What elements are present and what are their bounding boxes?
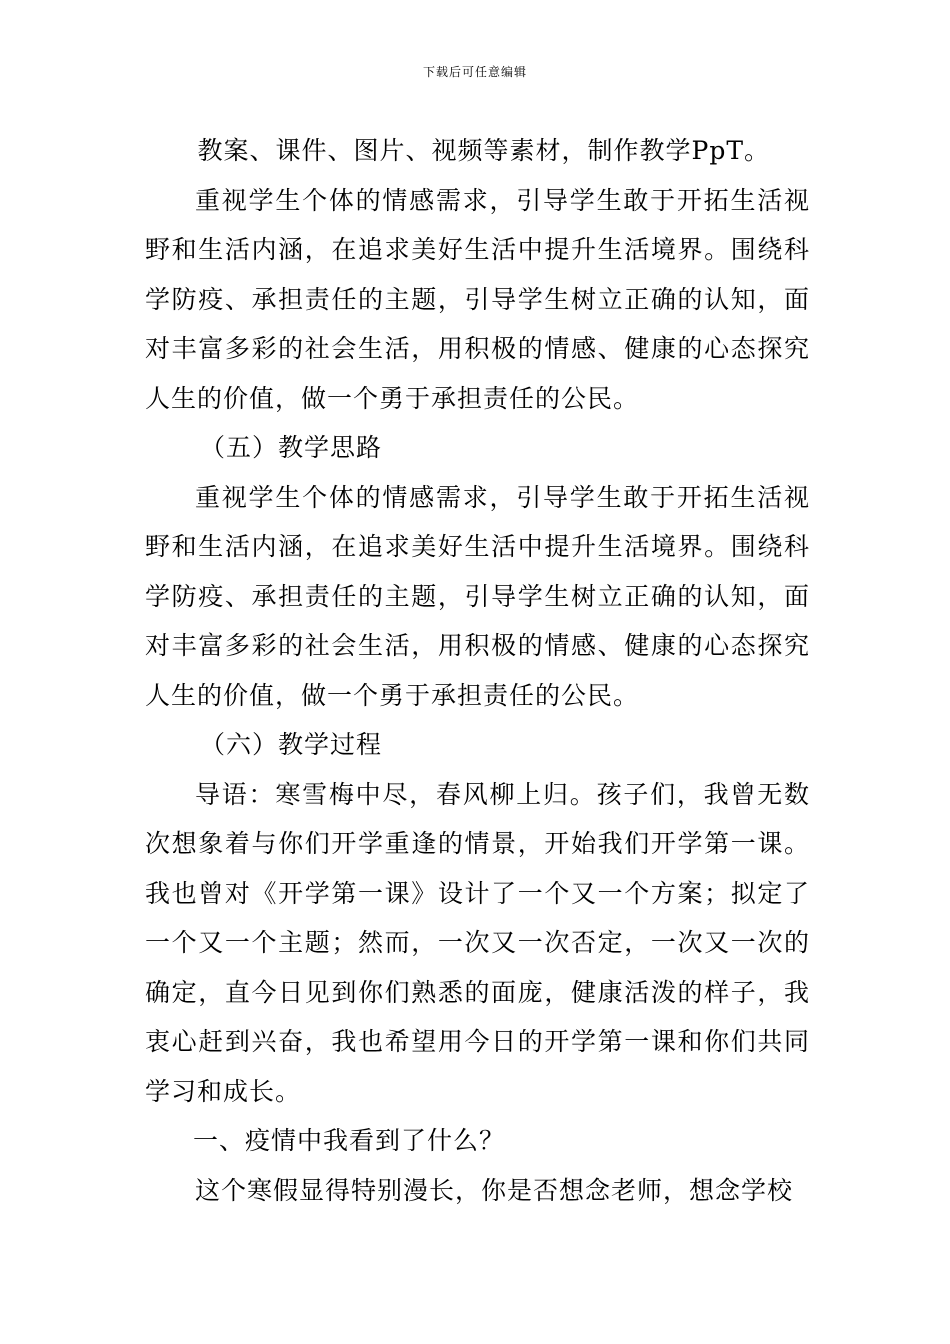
paragraph-winter-break: 这个寒假显得特别漫长，你是否想念老师，想念学校 xyxy=(195,1175,794,1205)
paragraph-materials: 教案、课件、图片、视频等素材，制作教学PpT。 xyxy=(197,136,771,165)
paragraph-emotional-needs: 重视学生个体的情感需求，引导学生敢于开拓生活视野和生活内涵，在追求美好生活中提升生活境界。围绕科学防疫、承担责任的主题，引导学生树立正确的认知，面对丰富多彩的社会生活，用积极的情感、健康的心态探究人生的价值，做一个勇于承担责任的公民。 xyxy=(145,185,810,413)
heading-section-one: 一、疫情中我看到了什么？ xyxy=(193,1126,506,1155)
document-body xyxy=(145,126,810,1215)
paragraph-introduction: 导语：寒雪梅中尽，春风柳上归。孩子们，我曾无数次想象着与你们开学重逢的情景，开始我们开学第一课。我也曾对《开学第一课》设计了一个又一个方案；拟定了一个又一个主题；然而，一次又一次否定，一次又一次的确定，直今日见到你们熟悉的面庞，健康活泼的样子，我衷心赶到兴奋，我也希望用今日的开学第一课和你们共同学习和成长。 xyxy=(145,779,810,1106)
page-header-note: 下载后可任意编辑 xyxy=(422,65,527,79)
paragraph-teaching-approach: 重视学生个体的情感需求，引导学生敢于开拓生活视野和生活内涵，在追求美好生活中提升生活境界。围绕科学防疫、承担责任的主题，引导学生树立正确的认知，面对丰富多彩的社会生活，用积极的情感、健康的心态探究人生的价值，做一个勇于承担责任的公民。 xyxy=(145,482,810,710)
heading-teaching-process: （六）教学过程 xyxy=(200,730,383,759)
heading-teaching-approach: （五）教学思路 xyxy=(200,433,383,462)
